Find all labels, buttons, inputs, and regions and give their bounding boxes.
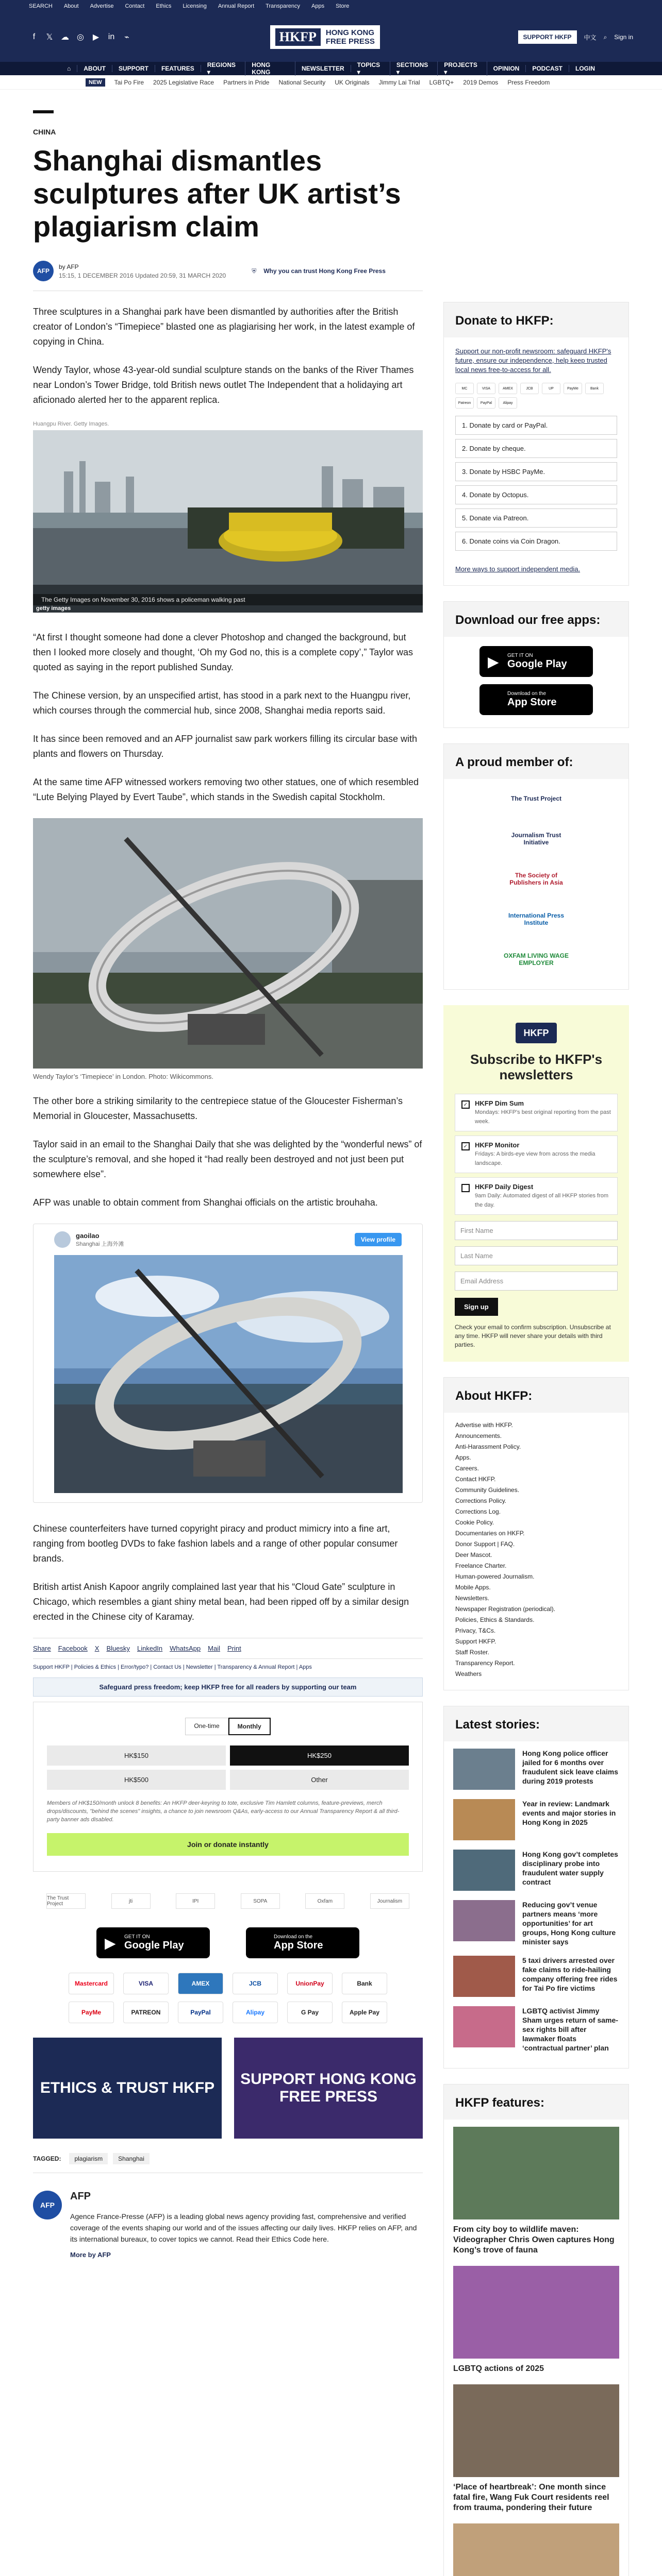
payment-icon[interactable]: VISA xyxy=(477,383,495,394)
oxfam-logo[interactable]: OXFAM LIVING WAGE EMPLOYER xyxy=(503,952,569,967)
ipi-logo[interactable]: International Press Institute xyxy=(508,912,565,926)
feature-story[interactable]: LGBTQ actions of 2025 xyxy=(453,2266,619,2374)
author-avatar[interactable]: AFP xyxy=(33,261,54,281)
nav-item[interactable]: REGIONS ▾ xyxy=(201,61,246,76)
paragraph: The Chinese version, by an unspecified artist, has stood in a park next to the Huangpu river, which courses through the commercial hub, since 2008, Shanghai media reports said. xyxy=(33,690,411,716)
about-link[interactable]: Newsletters. xyxy=(455,1595,490,1602)
trending-bar xyxy=(0,75,662,90)
subs-title: Subscribe to HKFP's newsletters xyxy=(470,1052,603,1082)
alipay-icon[interactable]: Alipay xyxy=(233,2002,278,2023)
signin-link[interactable]: Sign in xyxy=(614,33,633,41)
latest-story[interactable]: Reducing gov’t venue partners means ‘more opportunities’ for art groups, Hong Kong culture minister says xyxy=(453,1900,619,1946)
nav-item[interactable]: FEATURES xyxy=(155,65,201,72)
nav-item[interactable]: PODCAST xyxy=(526,65,569,72)
about-link[interactable]: Contact HKFP. xyxy=(455,1476,496,1483)
sidebar-heading: A proud member of: xyxy=(444,744,628,779)
home-icon[interactable]: ⌂ xyxy=(61,65,77,72)
share-whatsapp[interactable]: WhatsApp xyxy=(170,1645,201,1652)
member-sidebar-box xyxy=(443,743,629,990)
main-nav xyxy=(0,62,662,75)
donate-text xyxy=(444,347,628,383)
about-link[interactable]: Apps. xyxy=(455,1454,471,1461)
tag[interactable]: plagiarism xyxy=(69,2153,108,2164)
latest-story[interactable]: LGBTQ activist Jimmy Sham urges return of same-sex rights bill after lawmaker floats ‘contractual partner’ plan xyxy=(453,2006,619,2053)
email-field[interactable]: Email Address xyxy=(455,1272,618,1291)
author-bio: Agence France-Presse (AFP) is a leading global news agency providing fast, comprehensive and verified coverage of the events shaping our world and of the issues affecting our daily lives. HKFP relies on AFP, and its international bureaux, to cover topics we cannot. Read their Ethics Code here. xyxy=(70,2212,417,2243)
sopa-logo[interactable]: The Society of Publishers in Asia xyxy=(509,872,563,886)
sidebar xyxy=(443,90,629,2576)
search-icon[interactable]: ⌕ xyxy=(603,33,607,41)
partner-logo: Journalism xyxy=(370,1893,409,1909)
payment-icon[interactable]: Alipay xyxy=(499,397,517,409)
instagram-embed xyxy=(33,1224,423,1503)
about-link[interactable]: Anti-Harassment Policy. xyxy=(455,1443,521,1450)
timepiece-london-photo xyxy=(33,818,423,1069)
amount-option[interactable]: HK$500 xyxy=(47,1770,226,1790)
trust-link[interactable]: Why you can trust Hong Kong Free Press xyxy=(263,267,386,275)
subs-footnote: Check your email to confirm subscription. Unsubscribe at any time. HKFP will never share your details with third parties. xyxy=(455,1324,611,1348)
nav-item[interactable]: NEWSLETTER xyxy=(295,65,351,72)
safeguard-banner[interactable]: Safeguard press freedom; keep HKFP free for all readers by supporting our team xyxy=(33,1677,423,1697)
membership-note: Members of HK$150/month unlock 8 benefits: An HKFP deer-keyring to tote, exclusive Tim Hamlett columns, feature-previews, merch drops/discounts, "behind the scenes" insights, a chance to join newsroom Q&As, early-access to our Annual Transparency Report & all third-party banner ads disabled. xyxy=(47,1800,400,1823)
byline-dates: 15:15, 1 DECEMBER 2016 Updated 20:59, 31 MARCH 2020 xyxy=(59,272,226,279)
donate-option[interactable]: 2. Donate by cheque. xyxy=(455,439,617,458)
sidebar-heading: Donate to HKFP: xyxy=(444,302,628,337)
donate-payment-icons xyxy=(444,383,628,416)
about-link[interactable]: Human-powered Journalism. xyxy=(455,1573,535,1580)
app-store-badge[interactable]: Download on the App Store xyxy=(479,684,593,715)
about-link[interactable]: Documentaries on HKFP. xyxy=(455,1530,525,1537)
latest-story[interactable]: Year in review: Landmark events and major stories in Hong Kong in 2025 xyxy=(453,1799,619,1840)
share-x[interactable]: X xyxy=(94,1645,100,1652)
donate-option[interactable]: 1. Donate by card or PayPal. xyxy=(455,416,617,435)
visa-icon[interactable]: VISA xyxy=(123,1973,169,1994)
feature-image xyxy=(453,2523,619,2576)
photo-caption: Wendy Taylor’s ‘Timepiece’ in London. Photo: Wikicommons. xyxy=(33,1073,213,1080)
newsletter-option[interactable]: HKFP Daily Digest 9am Daily: Automated digest of all HKFP stories from the day. xyxy=(455,1177,618,1215)
ig-subtitle: Shanghai 上海外滩 xyxy=(76,1241,124,1247)
top-link[interactable]: Apps xyxy=(311,3,325,9)
latest-story[interactable]: Hong Kong gov’t completes disciplinary probe into fraudulent water supply contract xyxy=(453,1850,619,1891)
linkedin-icon[interactable]: in xyxy=(108,32,115,41)
paypal-icon[interactable]: PayPal xyxy=(178,2002,223,2023)
freq-monthly[interactable]: Monthly xyxy=(228,1718,271,1735)
share-label[interactable]: Share xyxy=(33,1645,51,1652)
lang-switch[interactable]: 中文 xyxy=(584,33,597,41)
article-footer-links[interactable]: Support HKFP | Policies & Ethics | Error/typo? | Contact Us | Newsletter | Transparency & Annual Report | Apps xyxy=(33,1664,312,1670)
about-link[interactable]: Policies, Ethics & Standards. xyxy=(455,1616,535,1623)
newsletter-option[interactable]: ✓ HKFP Dim Sum Mondays: HKFP's best original reporting from the past week. xyxy=(455,1094,618,1131)
youtube-icon[interactable]: ▶ xyxy=(92,33,100,42)
trending-link[interactable]: 2025 Legislative Race xyxy=(153,78,214,86)
about-link[interactable]: Cookie Policy. xyxy=(455,1519,494,1526)
partner-logo: The Trust Project xyxy=(46,1893,86,1909)
amount-option[interactable]: HK$150 xyxy=(47,1745,226,1766)
about-link[interactable]: Freelance Charter. xyxy=(455,1562,507,1569)
nav-item[interactable]: TOPICS ▾ xyxy=(351,61,390,76)
top-link[interactable]: Transparency xyxy=(266,3,300,9)
donate-widget xyxy=(33,1702,423,1872)
story-thumbnail xyxy=(453,1799,515,1840)
logo-mark: HKFP xyxy=(275,28,321,46)
jti-logo[interactable]: Journalism Trust Initiative xyxy=(511,832,561,846)
payme-icon[interactable]: PayMe xyxy=(69,2002,114,2023)
nav-item[interactable]: SECTIONS ▾ xyxy=(390,61,438,76)
more-by-author-link[interactable]: More by AFP xyxy=(70,2251,111,2259)
payment-methods xyxy=(33,1973,423,1994)
top-link[interactable]: About xyxy=(63,3,79,9)
about-link[interactable]: Careers. xyxy=(455,1465,479,1472)
partner-logo: IPI xyxy=(176,1893,215,1909)
paragraph: Chinese counterfeiters have turned copyright piracy and product mimicry into a fine art, ranging from bootleg DVDs to fake fashion labels and a range of other popular consumer brands. xyxy=(33,1523,398,1564)
share-bar xyxy=(33,1638,423,1659)
nav-item[interactable]: HONG KONG xyxy=(245,61,295,76)
byline xyxy=(33,261,423,291)
story-thumbnail xyxy=(453,1900,515,1941)
author-avatar[interactable]: AFP xyxy=(33,2191,62,2219)
ig-username[interactable]: gaoilao xyxy=(76,1231,100,1240)
nav-item[interactable]: PROJECTS ▾ xyxy=(438,61,487,76)
title-rule xyxy=(33,110,54,113)
feature-story[interactable]: ‘Place of heartbreak’: One month since fatal fire, Wang Fuk Court residents reel from trauma, pondering their future xyxy=(453,2384,619,2513)
feature-image xyxy=(453,2127,619,2219)
trending-link[interactable]: 2019 Demos xyxy=(463,78,499,86)
latest-story[interactable]: 5 taxi drivers arrested over fake claims to ride-hailing company offering free rides for Tai Po fire victims xyxy=(453,1956,619,1997)
gpay-icon[interactable]: G Pay xyxy=(287,2002,333,2023)
share-print[interactable]: Print xyxy=(227,1645,241,1652)
amount-other[interactable]: Other xyxy=(230,1770,409,1790)
top-link[interactable]: Advertise xyxy=(90,3,114,9)
about-link[interactable]: Weathers xyxy=(455,1670,482,1677)
getty-tag: getty images xyxy=(36,605,71,612)
donate-text-link[interactable]: Support our non-profit newsroom: safeguard HKFP's future, ensure our independence, help keep trusted local news free-to-access for all. xyxy=(455,347,611,374)
view-profile-button[interactable]: View profile xyxy=(355,1233,402,1246)
partner-logo: Oxfam xyxy=(305,1893,344,1909)
about-link[interactable]: Staff Roster. xyxy=(455,1649,489,1656)
donate-option[interactable]: 6. Donate coins via Coin Dragon. xyxy=(455,532,617,551)
trending-link[interactable]: Tai Po Fire xyxy=(114,78,144,86)
share-bluesky[interactable]: Bluesky xyxy=(106,1645,130,1652)
partner-logo: jti xyxy=(111,1893,151,1909)
ig-avatar[interactable] xyxy=(54,1231,71,1248)
newsletter-option[interactable]: ✓ HKFP Monitor Fridays: A birds-eye view from across the media landscape. xyxy=(455,1136,618,1173)
donate-option[interactable]: 5. Donate via Patreon. xyxy=(455,509,617,528)
bluesky-icon[interactable]: ☁ xyxy=(61,33,69,42)
tag-list xyxy=(33,2153,423,2173)
latest-story[interactable]: Hong Kong police officer jailed for 6 months over fraudulent sick leave claims during 2019 protests xyxy=(453,1749,619,1790)
payment-icon[interactable]: Patreon xyxy=(455,397,474,409)
jcb-icon[interactable]: JCB xyxy=(233,1973,278,1994)
google-play-badge[interactable]: ▶ GET IT ON Google Play xyxy=(96,1927,210,1958)
checkbox[interactable] xyxy=(461,1184,470,1192)
paragraph: It has since been removed and an AFP journalist saw park workers filling its circular base with plants and flowers on Thursday. xyxy=(33,734,418,759)
nav-item[interactable]: SUPPORT xyxy=(112,65,155,72)
story-thumbnail xyxy=(453,1749,515,1790)
about-link[interactable]: Donor Support | FAQ. xyxy=(455,1540,515,1548)
about-link[interactable]: Announcements. xyxy=(455,1432,502,1439)
logo-text: HONG KONG FREE PRESS xyxy=(325,28,375,46)
top-link[interactable]: Store xyxy=(336,3,350,9)
donate-option[interactable]: 3. Donate by HSBC PayMe. xyxy=(455,462,617,481)
sidebar-heading: Latest stories: xyxy=(444,1706,628,1741)
sidebar-heading: HKFP features: xyxy=(444,2084,628,2120)
about-link[interactable]: Advertise with HKFP. xyxy=(455,1421,513,1429)
trending-link[interactable]: Jimmy Lai Trial xyxy=(378,78,420,86)
trending-link[interactable]: Press Freedom xyxy=(507,78,550,86)
features-sidebar-box xyxy=(443,2084,629,2576)
freq-one-time[interactable]: One-time xyxy=(185,1718,228,1735)
trending-link[interactable]: LGBTQ+ xyxy=(429,78,454,86)
social-links xyxy=(29,32,132,42)
paragraph: Wendy Taylor, whose 43-year-old sundial sculpture stands on the banks of the River Thames near London’s Tower Bridge, told British news outlet The Independent that a holidaying art aficionado alerted her to the apparent replica. xyxy=(33,365,414,405)
sidebar-heading: About HKFP: xyxy=(444,1378,628,1413)
share-linkedin[interactable]: LinkedIn xyxy=(137,1645,163,1652)
checkbox[interactable]: ✓ xyxy=(461,1142,470,1150)
payment-icon[interactable]: JCB xyxy=(520,383,539,394)
photo-overlay-caption: The Getty Images on November 30, 2016 shows a policeman walking past xyxy=(41,596,245,603)
app-store-badge[interactable]: Download on the App Store xyxy=(246,1927,359,1958)
photo-credit: Huangpu River. Getty Images. xyxy=(33,421,109,427)
nav-item[interactable]: OPINION xyxy=(487,65,526,72)
payment-icon[interactable]: AMEX xyxy=(499,383,517,394)
subs-logo: HKFP xyxy=(516,1023,557,1043)
trending-link[interactable]: Partners in Pride xyxy=(223,78,270,86)
paragraph: Taylor said in an email to the Shanghai Daily that she was delighted by the “wonderful news” of the sculpture’s removal, and she hoped it “had really been destroyed and not just been put somewhere else”. xyxy=(33,1139,422,1179)
google-play-badge[interactable]: ▶ GET IT ON Google Play xyxy=(479,646,593,677)
shield-icon: ⛨ xyxy=(252,267,257,275)
amount-option-selected[interactable]: HK$250 xyxy=(230,1745,409,1766)
about-link[interactable]: Community Guidelines. xyxy=(455,1486,520,1494)
bank-icon[interactable]: Bank xyxy=(342,1973,387,1994)
checkbox[interactable]: ✓ xyxy=(461,1100,470,1109)
top-link[interactable]: Ethics xyxy=(156,3,172,9)
about-link[interactable]: Newspaper Registration (periodical). xyxy=(455,1605,556,1613)
applepay-icon[interactable]: Apple Pay xyxy=(342,2002,387,2023)
amex-icon[interactable]: AMEX xyxy=(178,1973,223,1994)
about-links xyxy=(444,1420,628,1690)
donate-sidebar-box xyxy=(443,302,629,586)
instagram-sculpture-photo[interactable] xyxy=(54,1255,403,1493)
nav-item[interactable]: ABOUT xyxy=(77,65,112,72)
top-utility-bar xyxy=(0,0,662,12)
ethics-promo[interactable]: ETHICS & TRUST HKFP xyxy=(33,2038,222,2139)
x-icon[interactable]: 𝕏 xyxy=(46,33,53,42)
author-box xyxy=(33,2191,423,2259)
feature-story[interactable] xyxy=(453,2523,619,2576)
new-badge: NEW xyxy=(86,78,105,87)
paragraph: Three sculptures in a Shanghai park have been dismantled by authorities after the British creator of London’s “Timepiece” blasted one as plagiarising her work, in the latest example of copying in China. xyxy=(33,307,415,347)
article-column xyxy=(33,90,423,2576)
about-link[interactable]: Support HKFP. xyxy=(455,1638,496,1645)
top-link[interactable]: Annual Report xyxy=(218,3,255,9)
share-facebook[interactable]: Facebook xyxy=(58,1645,88,1652)
payment-icon[interactable]: PayPal xyxy=(477,397,495,409)
about-link[interactable]: Transparency Report. xyxy=(455,1659,515,1667)
apps-sidebar-box xyxy=(443,601,629,728)
latest-sidebar-box xyxy=(443,1706,629,2069)
tag[interactable]: Shanghai xyxy=(113,2153,150,2164)
paragraph: The other bore a striking similarity to the centrepiece statue of the Gloucester Fisherman’s Memorial in Gloucester, Massachusetts. xyxy=(33,1096,403,1121)
story-thumbnail xyxy=(453,1956,515,1997)
mastercard-icon[interactable]: Mastercard xyxy=(69,1973,114,1994)
trust-project-logo[interactable]: The Trust Project xyxy=(510,795,562,802)
paragraph: “At first I thought someone had done a clever Photoshop and changed the background, but then I looked more closely and thought, ‘Oh my God no, this is a complete copy’,” Taylor was quoted as saying in the report published Sunday. xyxy=(33,632,413,672)
promo-banners xyxy=(33,2038,423,2139)
support-promo[interactable]: SUPPORT HONG KONG FREE PRESS xyxy=(234,2038,423,2139)
signup-button[interactable]: Sign up xyxy=(455,1298,498,1316)
partner-logo: SOPA xyxy=(241,1893,280,1909)
about-link[interactable]: Corrections Policy. xyxy=(455,1497,507,1504)
instagram-icon[interactable]: ◎ xyxy=(77,33,84,42)
top-link[interactable]: SEARCH xyxy=(29,3,53,9)
feature-story[interactable]: From city boy to wildlife maven: Videographer Chris Owen captures Hong Kong’s trove of fauna xyxy=(453,2127,619,2256)
support-button[interactable]: SUPPORT HKFP xyxy=(518,30,577,44)
rss-icon[interactable]: ⌁ xyxy=(124,33,129,42)
patreon-icon[interactable]: PATREON xyxy=(123,2002,169,2023)
about-link[interactable]: Privacy, T&Cs. xyxy=(455,1627,496,1634)
tags-label: TAGGED: xyxy=(33,2155,61,2162)
unionpay-icon[interactable]: UnionPay xyxy=(287,1973,333,1994)
shanghai-sculpture-photo xyxy=(33,430,423,613)
masthead xyxy=(0,12,662,62)
sidebar-heading: Download our free apps: xyxy=(444,602,628,637)
join-donate-button[interactable]: Join or donate instantly xyxy=(47,1833,409,1856)
share-mail[interactable]: Mail xyxy=(208,1645,220,1652)
about-link[interactable]: Mobile Apps. xyxy=(455,1584,491,1591)
story-thumbnail xyxy=(453,2006,515,2047)
payment-icon[interactable]: Bank xyxy=(585,383,604,394)
facebook-icon[interactable]: f xyxy=(32,32,36,41)
about-link[interactable]: Corrections Log. xyxy=(455,1508,501,1515)
app-store-badges xyxy=(33,1927,423,1958)
donate-option[interactable]: 4. Donate by Octopus. xyxy=(455,485,617,504)
category-label[interactable]: CHINA xyxy=(33,128,56,136)
about-sidebar-box xyxy=(443,1377,629,1690)
byline-author[interactable]: by AFP xyxy=(59,263,79,270)
hkfp-logo[interactable] xyxy=(270,25,380,49)
first-name-field[interactable]: First Name xyxy=(455,1221,618,1240)
payment-methods xyxy=(33,2002,423,2023)
top-link[interactable]: Contact xyxy=(125,3,145,9)
google-play-icon: ▶ xyxy=(105,1935,116,1951)
google-play-icon: ▶ xyxy=(488,654,499,670)
more-ways-link[interactable]: More ways to support independent media. xyxy=(455,565,581,573)
story-thumbnail xyxy=(453,1850,515,1891)
trending-link[interactable]: National Security xyxy=(278,78,326,86)
last-name-field[interactable]: Last Name xyxy=(455,1246,618,1265)
payment-icon[interactable]: UP xyxy=(542,383,560,394)
payment-icon[interactable]: PayMe xyxy=(564,383,582,394)
partner-logos xyxy=(33,1887,423,1915)
paragraph: British artist Anish Kapoor angrily complained last year that his “Cloud Gate” sculpture in Chicago, which resembles a giant shiny metal bean, had been ripped off by a similar design erected in the Chinese city of Karamay. xyxy=(33,1582,409,1622)
author-name[interactable]: AFP xyxy=(70,2191,91,2202)
newsletter-signup xyxy=(443,1005,629,1362)
about-link[interactable]: Deer Mascot. xyxy=(455,1551,492,1558)
payment-icon[interactable]: MC xyxy=(455,383,474,394)
paragraph: AFP was unable to obtain comment from Shanghai officials on the artistic brouhaha. xyxy=(33,1197,378,1208)
top-link[interactable]: Licensing xyxy=(183,3,207,9)
nav-item[interactable]: LOGIN xyxy=(575,65,595,72)
paragraph: At the same time AFP witnessed workers removing two other statues, one of which resembled “Lute Belying Played by Evert Taube”, which stands in the Swedish capital Stockholm. xyxy=(33,777,419,802)
feature-image xyxy=(453,2266,619,2359)
feature-image xyxy=(453,2384,619,2477)
donate-options xyxy=(444,416,628,565)
trending-link[interactable]: UK Originals xyxy=(335,78,370,86)
article-title: Shanghai dismantles sculptures after UK artist’s plagiarism claim xyxy=(33,144,401,243)
